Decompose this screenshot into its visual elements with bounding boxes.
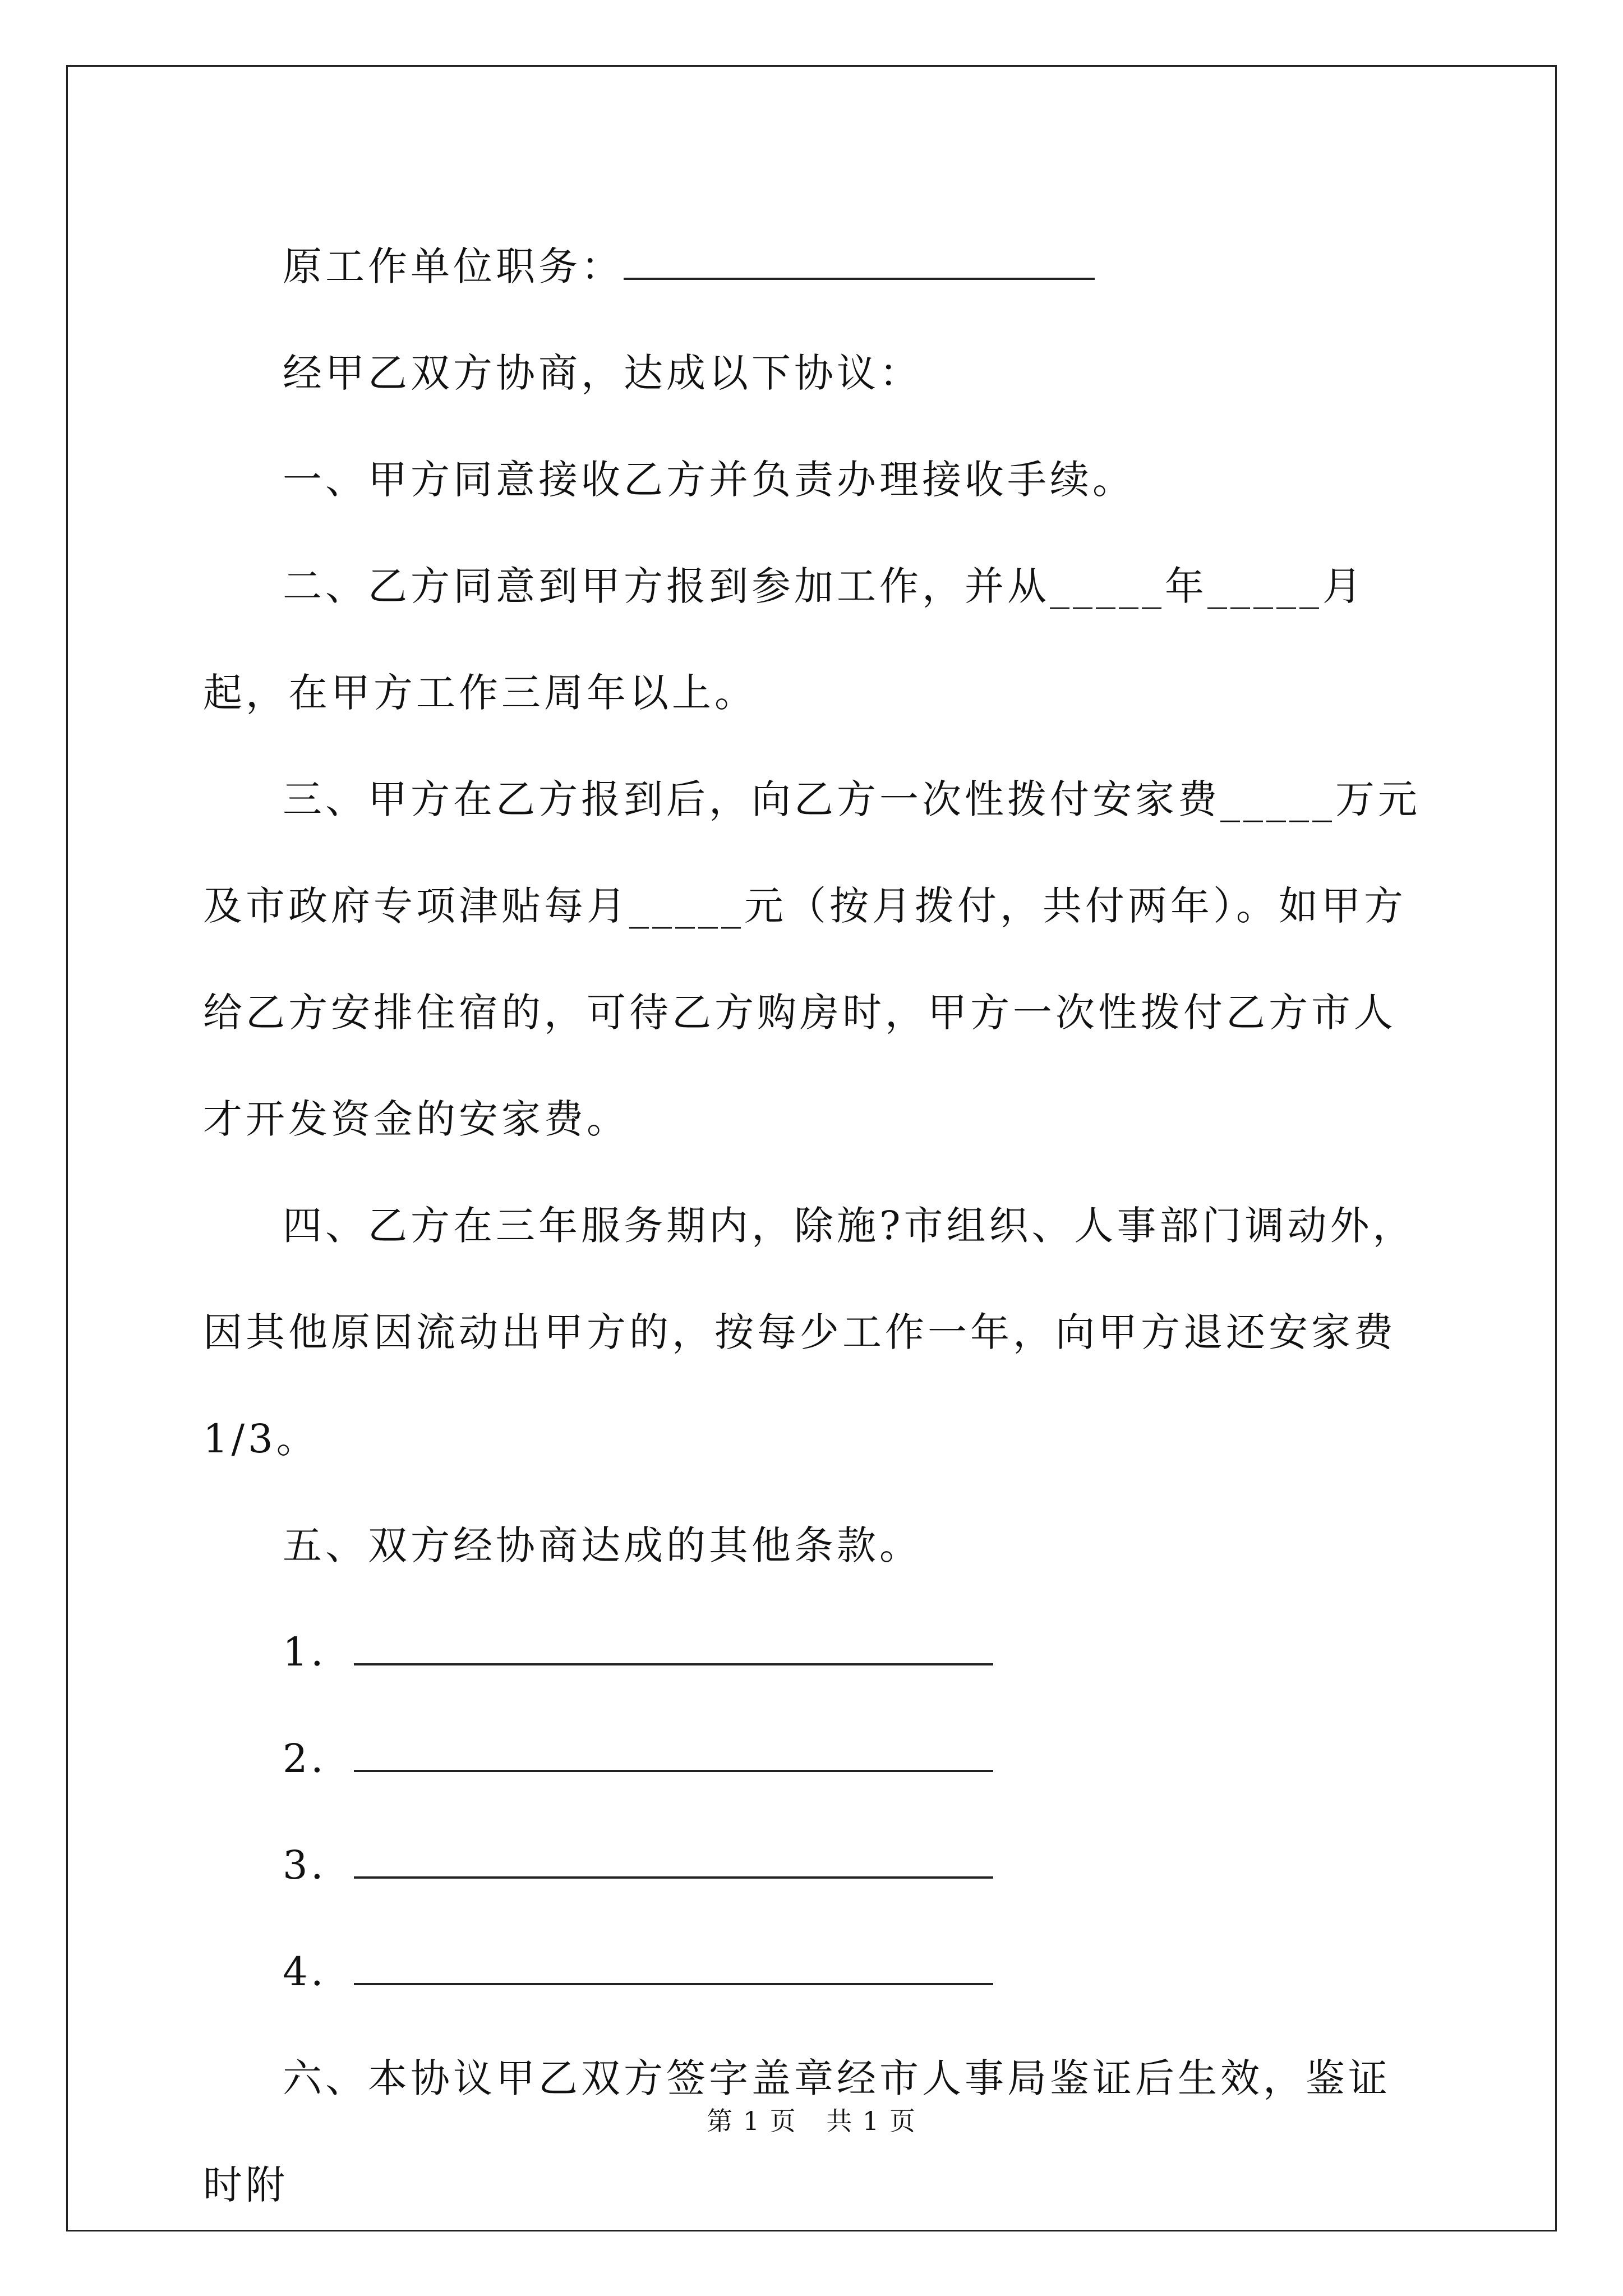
page-total: 共 1 页	[826, 2106, 916, 2136]
term-number: 2．	[283, 1736, 354, 1782]
other-term-3	[203, 1812, 1429, 1918]
clause-3: 三、甲方在乙方报到后，向乙方一次性拨付安家费_____万元及市政府专项津贴每月_____元（按月拨付，共付两年）。如甲方给乙方安排住宿的，可待乙方购房时，甲方一次性拨付乙方市人才开发资金的安家费。	[203, 776, 1421, 1142]
other-term-1	[203, 1599, 1429, 1705]
clause-6: 六、本协议甲乙双方签字盖章经市人事局鉴证后生效，鉴证时附	[203, 2055, 1391, 2208]
page-footer	[0, 2101, 1623, 2138]
field-label: 原工作单位职务：	[283, 243, 624, 289]
term-number: 4．	[283, 1949, 354, 1995]
field-original-position	[203, 213, 1429, 320]
fill-in-blank[interactable]	[624, 246, 1095, 280]
fill-in-blank[interactable]	[354, 1952, 993, 1985]
fill-in-blank[interactable]	[354, 1738, 993, 1772]
document-body	[203, 213, 1429, 2238]
fill-in-blank[interactable]	[354, 1845, 993, 1879]
fill-in-blank[interactable]	[354, 1632, 993, 1665]
term-number: 1．	[283, 1629, 354, 1675]
clause-2: 二、乙方同意到甲方报到参加工作，并从_____年_____月起，在甲方工作三周年以上。	[203, 563, 1365, 716]
other-term-4	[203, 1918, 1429, 2025]
term-number: 3．	[283, 1842, 354, 1888]
paragraph-intro: 经甲乙双方协商，达成以下协议：	[283, 350, 922, 396]
other-term-2	[203, 1705, 1429, 1812]
clause-4: 四、乙方在三年服务期内，除施?市组织、人事部门调动外，因其他原因流动出甲方的，按每少工作一年，向甲方退还安家费 1/3。	[203, 1203, 1415, 1462]
clause-1: 一、甲方同意接收乙方并负责办理接收手续。	[283, 457, 1135, 503]
page-number: 第 1 页	[707, 2106, 797, 2136]
clause-5: 五、双方经协商达成的其他条款。	[283, 1522, 922, 1568]
